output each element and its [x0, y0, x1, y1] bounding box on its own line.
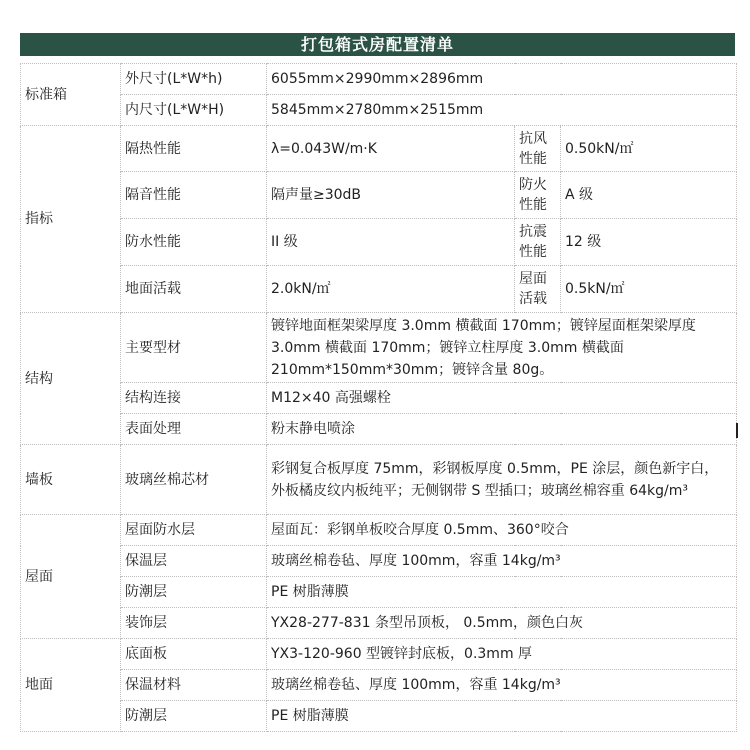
- item-value: YX3-120-960 型镀锌封底板，0.3mm 厚: [267, 639, 737, 670]
- item-value: A 级: [561, 172, 737, 219]
- table-row: [21, 414, 737, 445]
- item-value: 12 级: [561, 219, 737, 266]
- item-label: 抗风性能: [515, 126, 561, 172]
- item-label: 保温层: [121, 546, 267, 577]
- sheet-title: 打包箱式房配置清单: [20, 33, 735, 56]
- table-row: [21, 701, 737, 732]
- item-label: 主要型材: [121, 313, 267, 383]
- item-value: 玻璃丝棉卷毡、厚度 100mm，容重 14kg/m³: [267, 546, 737, 577]
- item-label: 防潮层: [121, 701, 267, 732]
- item-label: 屋面活载: [515, 266, 561, 313]
- table-row: [21, 670, 737, 701]
- item-value: PE 树脂薄膜: [267, 701, 737, 732]
- item-label: 装饰层: [121, 608, 267, 639]
- table-row: [21, 546, 737, 577]
- item-label: 底面板: [121, 639, 267, 670]
- table-row: [21, 126, 737, 172]
- table-row: [21, 64, 737, 95]
- item-value: 隔声量≥30dB: [267, 172, 515, 219]
- config-table: [20, 63, 737, 732]
- category-cell: 屋面: [21, 515, 121, 639]
- item-value: 5845mm×2780mm×2515mm: [267, 95, 737, 126]
- table-row: [21, 639, 737, 670]
- item-label: 隔热性能: [121, 126, 267, 172]
- table-row: [21, 172, 737, 219]
- table-row: [21, 219, 737, 266]
- item-value: 0.5kN/㎡: [561, 266, 737, 313]
- table-row: [21, 383, 737, 414]
- item-label: 外尺寸(L*W*h): [121, 64, 267, 95]
- item-label: 表面处理: [121, 414, 267, 445]
- item-value: II 级: [267, 219, 515, 266]
- category-cell: 指标: [21, 126, 121, 313]
- category-cell: 标准箱: [21, 64, 121, 126]
- table-row: [21, 608, 737, 639]
- category-cell: 地面: [21, 639, 121, 732]
- item-value: PE 树脂薄膜: [267, 577, 737, 608]
- item-label: 屋面防水层: [121, 515, 267, 546]
- item-value: 粉末静电喷涂: [267, 414, 737, 445]
- table-row: [21, 577, 737, 608]
- table-row: [21, 515, 737, 546]
- item-label: 防潮层: [121, 577, 267, 608]
- item-value: 玻璃丝棉卷毡、厚度 100mm，容重 14kg/m³: [267, 670, 737, 701]
- item-value: 彩钢复合板厚度 75mm，彩钢板厚度 0.5mm，PE 涂层，颜色新宇白，外板橘皮纹内板纯平；无侧钢带 S 型插口；玻璃丝棉容重 64kg/m³: [267, 445, 737, 515]
- item-value: 0.50kN/㎡: [561, 126, 737, 172]
- item-label: 地面活载: [121, 266, 267, 313]
- config-sheet: [20, 0, 735, 732]
- item-value: 镀锌地面框架梁厚度 3.0mm 横截面 170mm；镀锌屋面框架梁厚度 3.0mm 横截面 170mm；镀锌立柱厚度 3.0mm 横截面 210mm*150mm*30mm；镀锌含量 80g。: [267, 313, 737, 383]
- table-row: [21, 266, 737, 313]
- item-label: 抗震性能: [515, 219, 561, 266]
- item-label: 结构连接: [121, 383, 267, 414]
- item-label: 防水性能: [121, 219, 267, 266]
- table-row: [21, 313, 737, 383]
- item-label: 防火性能: [515, 172, 561, 219]
- item-value: YX28-277-831 条型吊顶板， 0.5mm，颜色白灰: [267, 608, 737, 639]
- item-label: 玻璃丝棉芯材: [121, 445, 267, 515]
- item-value: 屋面瓦：彩钢单板咬合厚度 0.5mm、360°咬合: [267, 515, 737, 546]
- item-label: 隔音性能: [121, 172, 267, 219]
- item-label: 保温材料: [121, 670, 267, 701]
- item-value: M12×40 高强螺栓: [267, 383, 737, 414]
- text-cursor: [736, 423, 738, 438]
- item-label: 内尺寸(L*W*H): [121, 95, 267, 126]
- item-value: 2.0kN/㎡: [267, 266, 515, 313]
- category-cell: 墙板: [21, 445, 121, 515]
- table-row: [21, 445, 737, 515]
- item-value: λ=0.043W/m·K: [267, 126, 515, 172]
- table-row: [21, 95, 737, 126]
- item-value: 6055mm×2990mm×2896mm: [267, 64, 737, 95]
- category-cell: 结构: [21, 313, 121, 445]
